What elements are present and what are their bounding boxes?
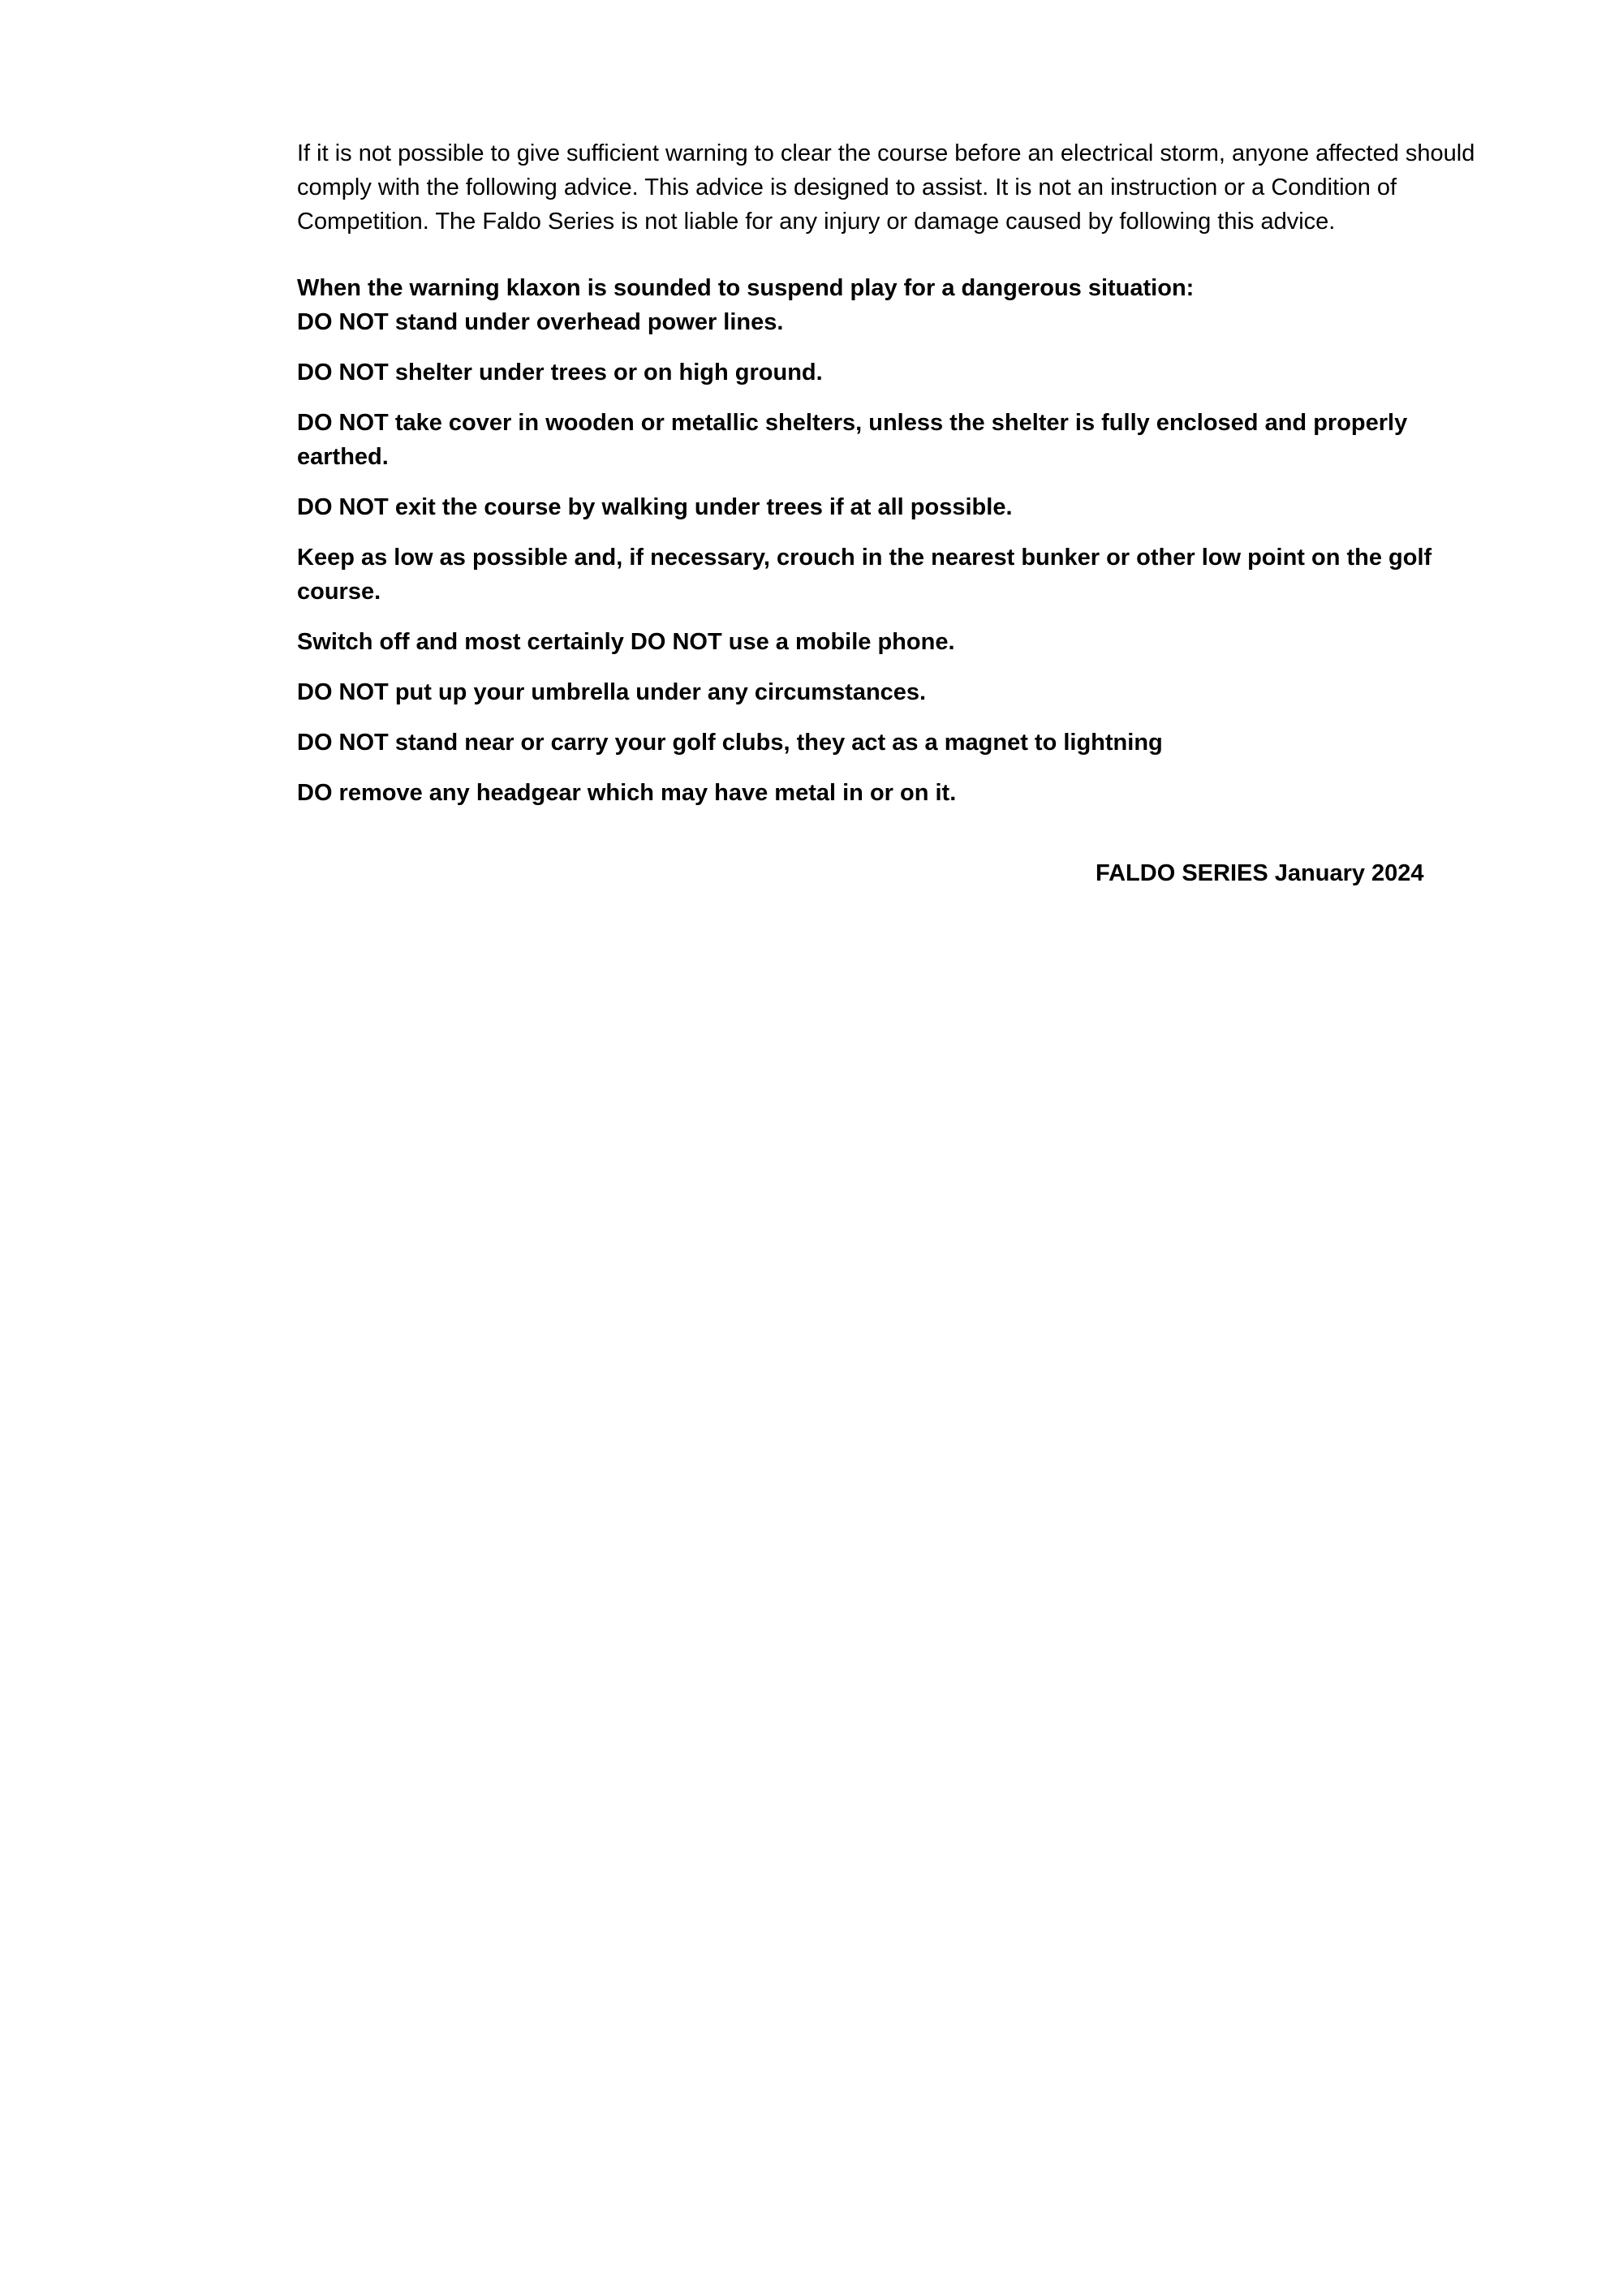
- advice-item-trees-high-ground: DO NOT shelter under trees or on high ground.: [297, 360, 823, 386]
- document-body: [297, 136, 1490, 826]
- advice-item-shelters: DO NOT take cover in wooden or metallic shelters, unless the shelter is fully enclosed and properly earthed.: [297, 410, 1408, 470]
- signature-line: FALDO SERIES January 2024: [1096, 860, 1424, 886]
- warning-lead-line: When the warning klaxon is sounded to suspend play for a dangerous situation:: [297, 275, 1195, 301]
- advice-item-power-lines: DO NOT stand under overhead power lines.: [297, 309, 784, 335]
- advice-item-umbrella: DO NOT put up your umbrella under any circumstances.: [297, 679, 927, 705]
- advice-item-mobile-phone: Switch off and most certainly DO NOT use a mobile phone.: [297, 629, 955, 655]
- advice-item-golf-clubs: DO NOT stand near or carry your golf clubs, they act as a magnet to lightning: [297, 730, 1163, 756]
- advice-item-keep-low: Keep as low as possible and, if necessary, crouch in the nearest bunker or other low point on the golf course.: [297, 545, 1432, 605]
- intro-paragraph: If it is not possible to give sufficient warning to clear the course before an electrical storm, anyone affected should comply with the following advice. This advice is designed to assist. It is not an instruction or a Condition of Competition. The Faldo Series is not liable for any injury or damage caused by following this advice.: [297, 140, 1475, 235]
- advice-list: [297, 305, 1490, 810]
- advice-item-headgear: DO remove any headgear which may have metal in or on it.: [297, 780, 957, 806]
- advice-item-exit-course: DO NOT exit the course by walking under trees if at all possible.: [297, 494, 1013, 520]
